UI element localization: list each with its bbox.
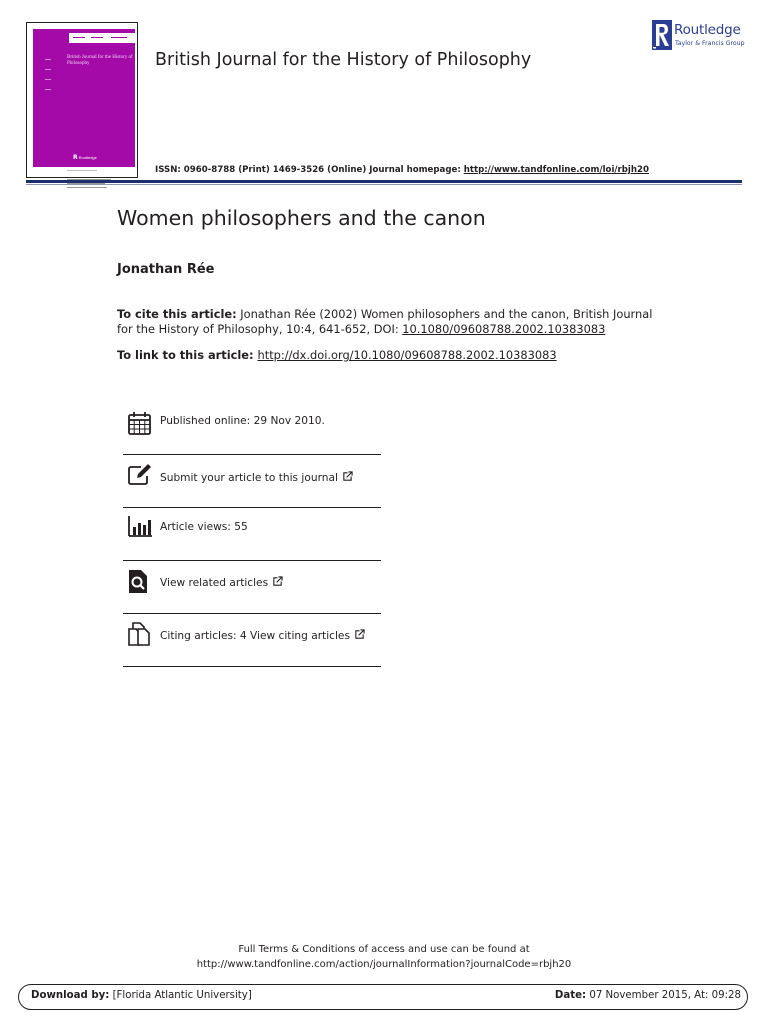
metrics-divider (123, 454, 381, 455)
citing-articles-link[interactable]: Citing articles: 4 View citing articles (160, 629, 365, 642)
published-online-row (123, 404, 381, 457)
metrics-divider (123, 560, 381, 561)
header-divider-thin (26, 184, 742, 185)
routledge-r-icon (652, 20, 672, 50)
submit-article-row[interactable] (123, 458, 381, 511)
cover-color-panel (33, 29, 135, 167)
related-articles-row[interactable] (123, 563, 381, 616)
citation-line-1: To cite this article: Jonathan Rée (2002) Women philosophers and the canon, British Journal (117, 307, 653, 321)
related-articles-link[interactable]: View related articles (160, 576, 283, 589)
journal-title: British Journal for the History of Philosophy (155, 50, 532, 70)
journal-homepage-link[interactable]: http://www.tandfonline.com/loi/rbjh20 (463, 165, 649, 175)
citing-articles-row[interactable] (123, 616, 381, 669)
terms-line-1: Full Terms & Conditions of access and use can be found at (238, 944, 530, 955)
article-views-text: Article views: 55 (160, 521, 248, 533)
link-label: To link to this article: (117, 348, 258, 362)
submit-article-link[interactable]: Submit your article to this journal (160, 471, 353, 484)
issn-line (155, 165, 649, 175)
article-author: Jonathan Rée (117, 262, 215, 277)
search-document-icon (127, 569, 153, 595)
metrics-divider (123, 507, 381, 508)
edit-icon (127, 462, 153, 488)
external-link-icon (354, 629, 365, 640)
download-date: Date: 07 November 2015, At: 09:28 (554, 990, 741, 1001)
terms-url-link[interactable]: http://www.tandfonline.com/action/journalInformation?journalCode=rbjh20 (196, 959, 572, 970)
article-views-row (123, 510, 381, 563)
download-info-box (18, 984, 748, 1010)
external-link-icon (272, 576, 283, 587)
cover-issue-chip (69, 33, 135, 43)
cover-title: British Journal for the History of Philosophy (67, 55, 133, 66)
download-by: Download by: [Florida Atlantic University] (31, 990, 252, 1001)
article-url-link[interactable]: http://dx.doi.org/10.1080/09608788.2002.10383083 (257, 348, 557, 362)
metrics-divider (123, 613, 381, 614)
calendar-icon (127, 410, 153, 436)
issn-text: ISSN: 0960-8788 (Print) 1469-3526 (Online) Journal homepage: (155, 165, 464, 175)
publisher-logo[interactable] (652, 20, 748, 52)
header-divider (26, 180, 742, 183)
bar-chart-icon (127, 514, 153, 540)
citation-line-2: for the History of Philosophy, 10:4, 641-652, DOI: 10.1080/09608788.2002.10383083 (117, 322, 606, 336)
publisher-group: Taylor & Francis Group (675, 40, 745, 47)
cover-publisher-logo: RRoutledge (73, 154, 97, 161)
doi-link[interactable]: 10.1080/09608788.2002.10383083 (402, 322, 606, 336)
citing-articles-icon (127, 621, 153, 647)
external-link-icon (342, 471, 353, 482)
article-title: Women philosophers and the canon (117, 206, 486, 230)
metrics-divider (123, 666, 381, 667)
publisher-name: Routledge (674, 22, 741, 38)
published-online-text: Published online: 29 Nov 2010. (160, 415, 325, 427)
cite-label: To cite this article: (117, 307, 237, 321)
journal-cover-image (26, 22, 138, 178)
article-link-line (117, 348, 557, 363)
